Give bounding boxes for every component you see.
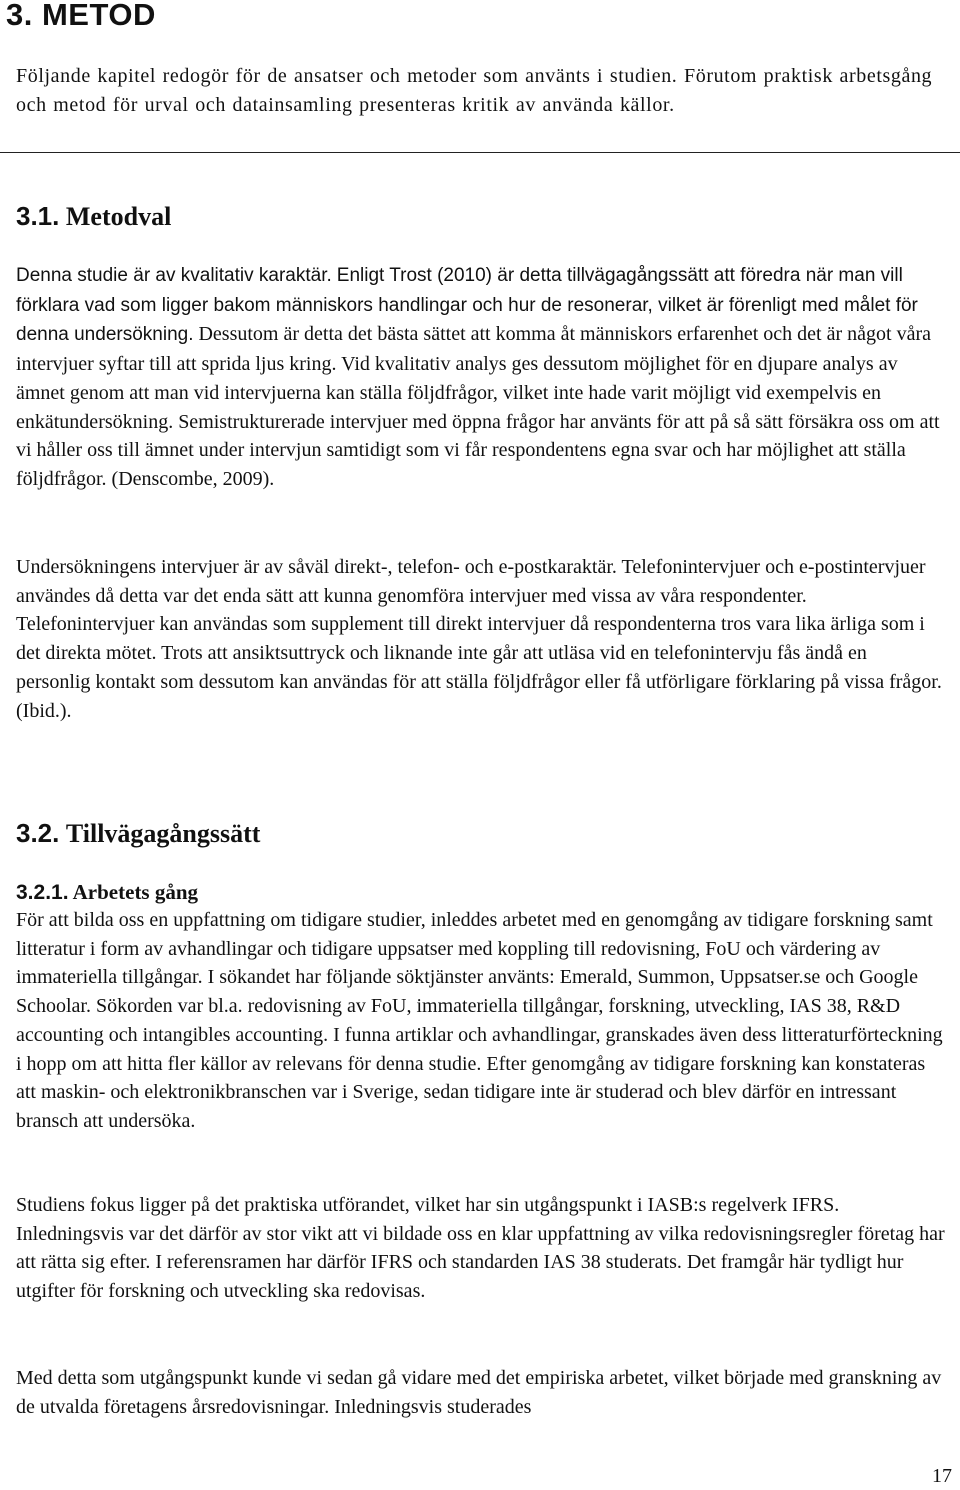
- subsection-heading-arbetets-gang: [16, 878, 198, 907]
- section-number: 3.2.: [16, 818, 60, 848]
- paragraph-serif-cont: Dessutom är detta det bästa sättet att komma åt människors erfarenhet och det är något våra intervjuer syftar till att sprida ljus kring. Vid kvalitativ analys ges dessutom möjlighet för en djupare analys av ämnet genom att man vid intervjuerna kan ställa följdfrågor, vilket inte hade varit möjligt vid exempelvis en enkätundersökning. Semistrukturerade intervjuer med öppna frågor har använts för att på så sätt försäkra oss om att vi håller oss till ämnet under intervjun samtidigt som vi får respondentens egna svar och har möjlighet att ställa följdfrågor. (Denscombe, 2009).: [16, 323, 940, 490]
- paragraph-metodval-2: Undersökningens intervjuer är av såväl direkt-, telefon- och e-postkaraktär. Telefonintervjuer och e-postintervjuer användes då detta var det enda sätt att kunna genomföra intervjuer med vissa av våra respondenter. Telefonintervjuer kan användas som supplement till direkt intervjuer då respondenterna tros vara lika ärliga som i det direkta mötet. Trots att ansiktsuttryck och liknande inte går att utläsa vid en telefonintervju fås ändå en personlig kontakt som dessutom kan användas för att ställa följdfrågor eller få utförligare förklaring på vissa frågor. (Ibid.).: [16, 556, 942, 722]
- chapter-intro: [0, 38, 960, 153]
- chapter-title: 3. METOD: [6, 0, 156, 32]
- paragraph-arbetets-gang-2: Studiens fokus ligger på det praktiska utförandet, vilket har sin utgångspunkt i IASB:s regelverk IFRS. Inledningsvis var det därför av stor vikt att vi bildade oss en klar uppfattning av vilka redovisningsregler företag har att rätta sig efter. I referensramen har därför IFRS och standarden IAS 38 studerats. Det framgår här tydligt hur utgifter för forskning och utveckling ska redovisas.: [16, 1194, 945, 1303]
- section-number: 3.1.: [16, 201, 60, 231]
- page-number: 17: [932, 1465, 952, 1487]
- paragraph-metodval-1: [16, 261, 946, 494]
- section-title: Tillvägagångssätt: [65, 819, 261, 848]
- section-title: Metodval: [65, 202, 172, 231]
- subsection-number: 3.2.1.: [16, 881, 69, 904]
- paragraph-arbetets-gang-1: För att bilda oss en uppfattning om tidigare studier, inleddes arbetet med en genomgång av tidigare forskning samt litteratur i form av avhandlingar och tidigare uppsatser med koppling till redovisning, FoU och värdering av immateriella tillgångar. I sökandet har följande söktjänster använts: Emerald, Summon, Uppsatser.se och Google Schoolar. Sökorden var bl.a. redovisning av FoU, immateriella tillgångar, forskning, utveckling, IAS 38, R&D accounting och intangibles accounting. I funna artiklar och avhandlingar, granskades även dess litteraturförteckning i hopp om att hitta fler källor av relevans för denna studie. Efter genomgång av tidigare forskning kan konstateras att maskin- och elektronikbranschen var i Sverige, sedan tidigare inte är studerad och blev därför en intressant bransch att undersöka.: [16, 909, 943, 1132]
- intro-paragraph: Följande kapitel redogör för de ansatser och metoder som använts i studien. Förutom praktisk arbetsgång och metod för urval och datainsamling presenteras kritik av använda källor.: [16, 65, 933, 116]
- paragraph-sans-cont: Enligt Trost (2010) är detta tillvägagångssätt att föredra när man vill förklara vad som ligger bakom människors handlingar och hur de resonerar, vilket är förenligt med målet för denna undersökning.: [16, 265, 918, 346]
- subsection-title: Arbetets gång: [72, 880, 199, 904]
- section-heading-metodval: [16, 200, 171, 233]
- paragraph-arbetets-gang-3: Med detta som utgångspunkt kunde vi sedan gå vidare med det empiriska arbetet, vilket började med granskning av de utvalda företagens årsredovisningar. Inledningsvis studerades: [16, 1367, 942, 1418]
- paragraph-sans-lead: Denna studie är av kvalitativ karaktär.: [16, 265, 332, 286]
- section-heading-tillvagagangssatt: [16, 817, 260, 850]
